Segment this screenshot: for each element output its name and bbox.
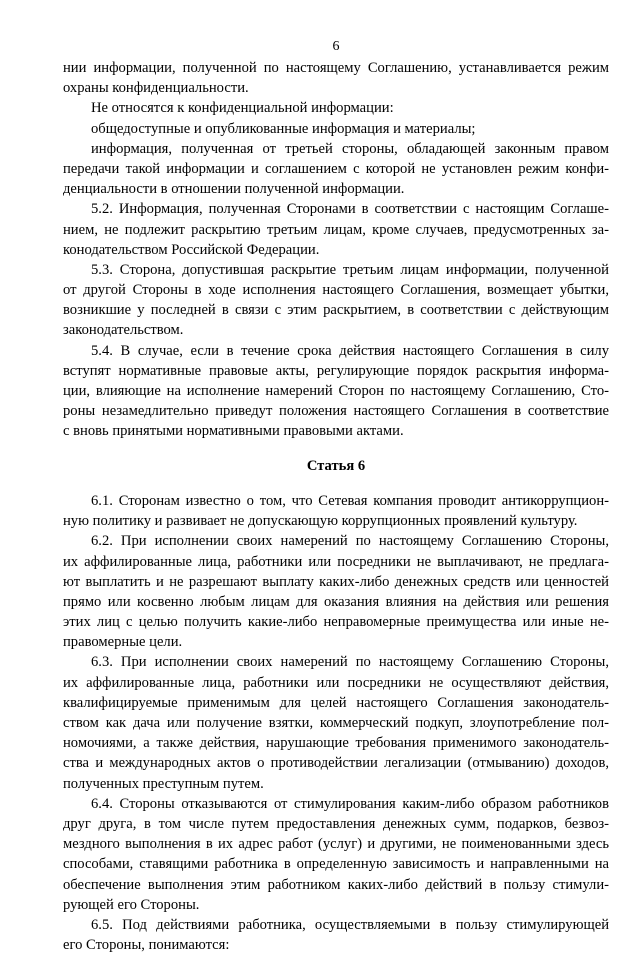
text-line: 5.3. Сторона, допустившая раскрытие третьим лицам информации, полученной	[91, 261, 609, 278]
document-body	[63, 58, 609, 955]
spacer	[63, 442, 609, 457]
section-5-text	[63, 58, 609, 442]
text-line: 6.4. Стороны отказываются от стимулирования каким-либо образом работников	[91, 795, 609, 812]
text-line: 6.1. Сторонам известно о том, что Сетевая компания проводит антикоррупцион-	[91, 492, 609, 509]
text-line: этих лиц с целью получить какие-либо неправомерные преимущества или иные не-	[63, 614, 609, 631]
text-line: 6.3. При исполнении своих намерений по настоящему Соглашению Стороны,	[91, 654, 609, 671]
text-line: обеспечение выполнения этим работником каких-либо действий в пользу стимули-	[63, 876, 609, 893]
text-line: 5.4. В случае, если в течение срока действия настоящего Соглашения в силу	[91, 342, 609, 359]
article-heading: Статья 6	[306, 458, 366, 475]
text-line: ную политику и развивает не допускающую коррупционных проявлений культуру.	[63, 513, 578, 530]
text-line: денциальности в отношении полученной информации.	[63, 181, 405, 198]
text-line: правомерные цели.	[63, 634, 183, 651]
text-line: ции, влияющие на исполнение намерений Сторон по настоящему Соглашению, Сто-	[63, 383, 609, 399]
text-line: способами, ставящими работника в определенную зависимость и направленными на	[63, 856, 609, 873]
text-line: 5.2. Информация, полученная Сторонами в соответствии с настоящим Соглаше-	[91, 201, 609, 218]
text-line: полученных преступным путем.	[63, 775, 264, 792]
text-line: номочиями, а также действия, нарушающие требования применимого законодатель-	[63, 735, 609, 752]
text-line: прямо или косвенно любым лицам для оказания влияния на действия или решения	[63, 593, 609, 610]
text-line: конодательством Российской Федерации.	[63, 241, 320, 258]
page-number: 6	[332, 39, 340, 54]
text-line: ют выплатить и не разрешают выплату каких-либо денежных средств или ценностей	[63, 573, 609, 590]
text-line: информация, полученная от третьей стороны, обладающей законным правом	[91, 140, 609, 157]
text-line: законодательством.	[63, 322, 184, 339]
text-line: Не относятся к конфиденциальной информации:	[91, 100, 394, 117]
text-line: квалифицируемые применимым для целей настоящего Соглашения законодатель-	[63, 694, 609, 711]
text-line: от другой Стороны в ходе исполнения настоящего Соглашения, возмещает убытки,	[63, 282, 609, 299]
text-line: их аффилированные лица, работники или посредники не выплачивают, не предлага-	[63, 553, 609, 570]
text-line: нии информации, полученной по настоящему Соглашению, устанавливается режим	[63, 60, 609, 76]
spacer	[63, 476, 609, 491]
text-line: передачи такой информации и соглашением с которой не установлен режим конфи-	[63, 160, 609, 177]
text-line: нием, не подлежит раскрытию третьим лицам, кроме случаев, предусмотренных за-	[63, 221, 609, 238]
text-line: их аффилированные лица, работники или посредники не осуществляют действия,	[63, 674, 609, 691]
text-line: рующей его Стороны.	[63, 896, 200, 913]
text-line: охраны конфиденциальности.	[63, 80, 249, 97]
section-6-text	[63, 491, 609, 955]
text-line: роны незамедлительно приведут положения настоящего Соглашения в соответствие	[63, 403, 609, 420]
text-line: 6.5. Под действиями работника, осуществляемыми в пользу стимулирующей	[91, 916, 609, 933]
text-line: с вновь принятыми нормативными правовыми актами.	[63, 423, 404, 440]
text-line: 6.2. При исполнении своих намерений по настоящему Соглашению Стороны,	[91, 533, 609, 550]
text-line: друг друга, в том числе путем предоставления денежных сумм, подарков, безвоз-	[63, 815, 609, 832]
text-line: общедоступные и опубликованные информация и материалы;	[91, 120, 476, 137]
text-line: возникшие у последней в связи с этим раскрытием, в соответствии с действующим	[63, 302, 609, 319]
text-line: ством как дача или получение взятки, коммерческий подкуп, злоупотребление пол-	[63, 715, 609, 731]
text-line: мездного выполнения в их адрес работ (услуг) и другими, не поименованными здесь	[63, 836, 609, 853]
text-line: его Стороны, понимаются:	[63, 937, 230, 954]
text-line: ства и международных актов о противодействии легализации (отмыванию) доходов,	[63, 755, 609, 772]
text-line: вступят нормативные правовые акты, регулирующие порядок раскрытия информа-	[63, 362, 609, 379]
